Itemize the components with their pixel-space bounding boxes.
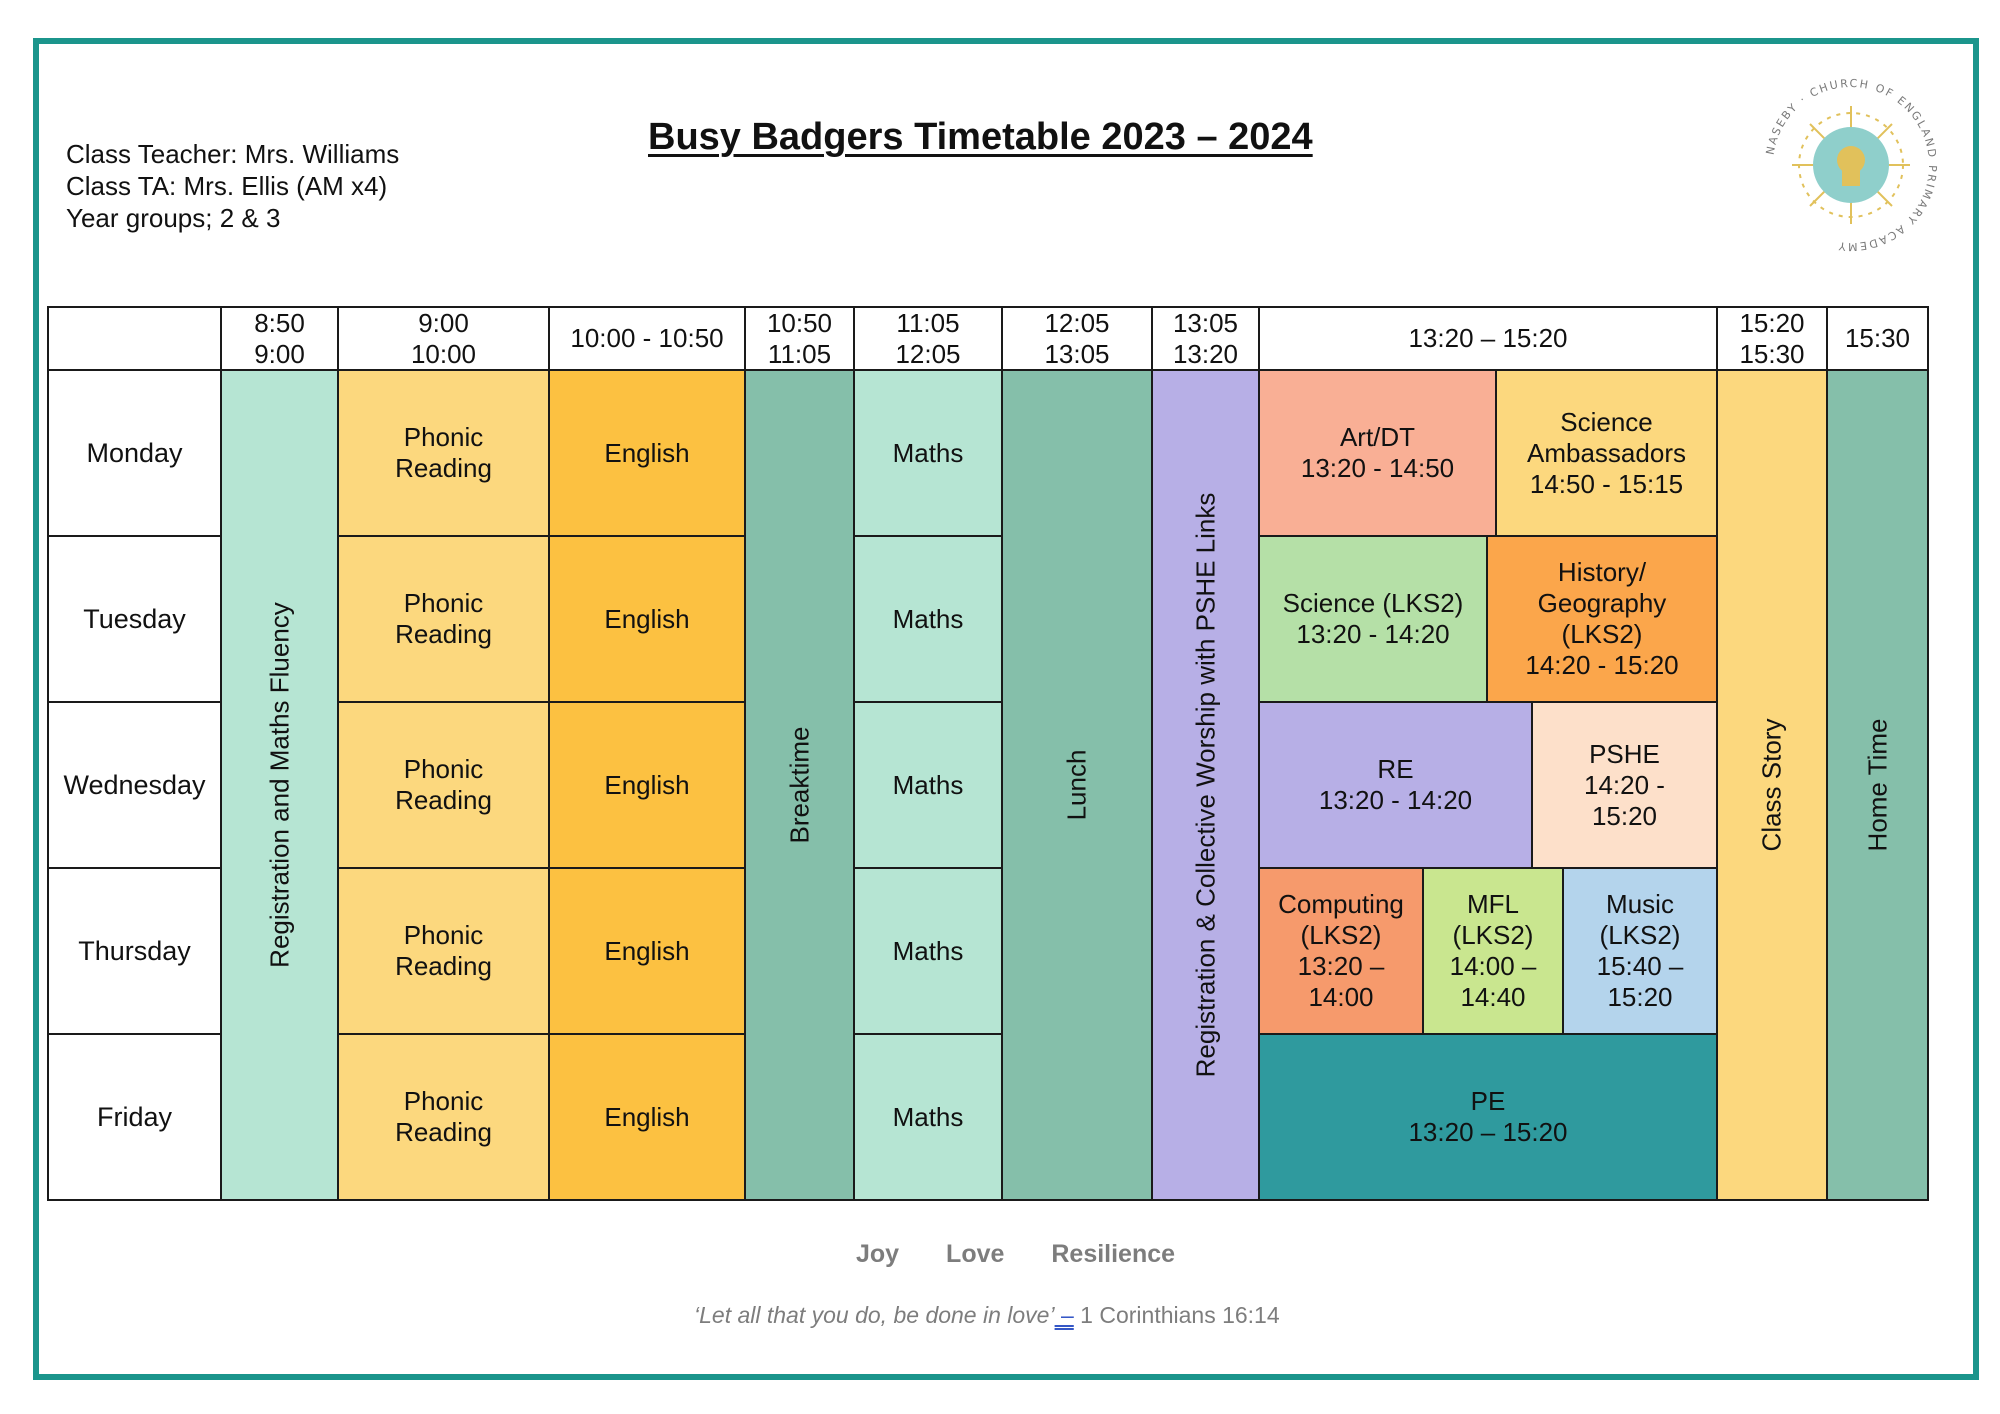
art-dt-monday: Art/DT 13:20 - 14:50 (1258, 369, 1497, 537)
logo-text: NASEBY · CHURCH OF ENGLAND PRIMARY ACADEMY (1763, 76, 1940, 254)
time-header: 15:30 (1826, 306, 1929, 371)
time-header: 11:05 12:05 (853, 306, 1003, 371)
phonic-reading-thursday: Phonic Reading (337, 867, 550, 1035)
value-resilience: Resilience (1051, 1240, 1176, 1268)
science-tuesday: Science (LKS2) 13:20 - 14:20 (1258, 535, 1488, 703)
maths-friday: Maths (853, 1033, 1003, 1201)
maths-wednesday: Maths (853, 701, 1003, 869)
time-header: 15:20 15:30 (1716, 306, 1828, 371)
time-header: 10:50 11:05 (744, 306, 855, 371)
breaktime-block (744, 369, 855, 1201)
breaktime-label: Breaktime (784, 726, 814, 844)
day-label-wednesday: Wednesday (47, 701, 222, 869)
english-monday: English (548, 369, 746, 537)
day-label-friday: Friday (47, 1033, 222, 1201)
class-teacher: Class Teacher: Mrs. Williams (66, 139, 400, 169)
lunch-block (1001, 369, 1153, 1201)
year-groups: Year groups; 2 & 3 (66, 203, 281, 233)
value-love: Love (946, 1240, 1005, 1268)
phonic-reading-monday: Phonic Reading (337, 369, 550, 537)
day-label-tuesday: Tuesday (47, 535, 222, 703)
time-header: 13:20 – 15:20 (1258, 306, 1718, 371)
worship-block (1151, 369, 1260, 1201)
phonic-reading-wednesday: Phonic Reading (337, 701, 550, 869)
mfl-thursday: MFL (LKS2) 14:00 – 14:40 (1422, 867, 1564, 1035)
home-time-block (1826, 369, 1929, 1201)
lunch-label: Lunch (1061, 749, 1092, 821)
english-friday: English (548, 1033, 746, 1201)
value-joy: Joy (856, 1240, 900, 1268)
worship-label: Registration & Collective Worship with PSHE Links (1190, 492, 1220, 1078)
class-info (66, 138, 399, 234)
computing-thursday: Computing (LKS2) 13:20 – 14:00 (1258, 867, 1424, 1035)
english-wednesday: English (548, 701, 746, 869)
time-header: 8:50 9:00 (220, 306, 339, 371)
school-values (856, 1240, 1215, 1269)
quote-reference: 1 Corinthians 16:14 (1073, 1302, 1280, 1328)
header-corner (47, 306, 222, 371)
phonic-reading-tuesday: Phonic Reading (337, 535, 550, 703)
class-story-block (1716, 369, 1828, 1201)
pe-friday: PE 13:20 – 15:20 (1258, 1033, 1718, 1201)
maths-thursday: Maths (853, 867, 1003, 1035)
day-label-thursday: Thursday (47, 867, 222, 1035)
registration-maths-fluency-block (220, 369, 339, 1201)
home-time-label: Home Time (1862, 718, 1892, 852)
english-tuesday: English (548, 535, 746, 703)
quote-dash: – (1054, 1302, 1074, 1328)
science-ambassadors-monday: Science Ambassadors 14:50 - 15:15 (1495, 369, 1718, 537)
day-label-monday: Monday (47, 369, 222, 537)
maths-monday: Maths (853, 369, 1003, 537)
time-header: 12:05 13:05 (1001, 306, 1153, 371)
history-geography-tuesday: History/ Geography (LKS2) 14:20 - 15:20 (1486, 535, 1718, 703)
quote-text: ‘Let all that you do, be done in love’ (694, 1302, 1055, 1328)
music-thursday: Music (LKS2) 15:40 – 15:20 (1562, 867, 1718, 1035)
phonic-reading-friday: Phonic Reading (337, 1033, 550, 1201)
maths-tuesday: Maths (853, 535, 1003, 703)
page-title: Busy Badgers Timetable 2023 – 2024 (648, 116, 1313, 158)
re-wednesday: RE 13:20 - 14:20 (1258, 701, 1533, 869)
pshe-wednesday: PSHE 14:20 - 15:20 (1531, 701, 1718, 869)
registration-maths-fluency-label: Registration and Maths Fluency (264, 602, 294, 968)
english-thursday: English (548, 867, 746, 1035)
class-ta: Class TA: Mrs. Ellis (AM x4) (66, 171, 388, 201)
class-story-label: Class Story (1756, 718, 1787, 852)
school-logo-icon (1756, 70, 1946, 260)
time-header: 13:05 13:20 (1151, 306, 1260, 371)
bible-quote (694, 1302, 1280, 1329)
time-header: 10:00 - 10:50 (548, 306, 746, 371)
time-header: 9:00 10:00 (337, 306, 550, 371)
